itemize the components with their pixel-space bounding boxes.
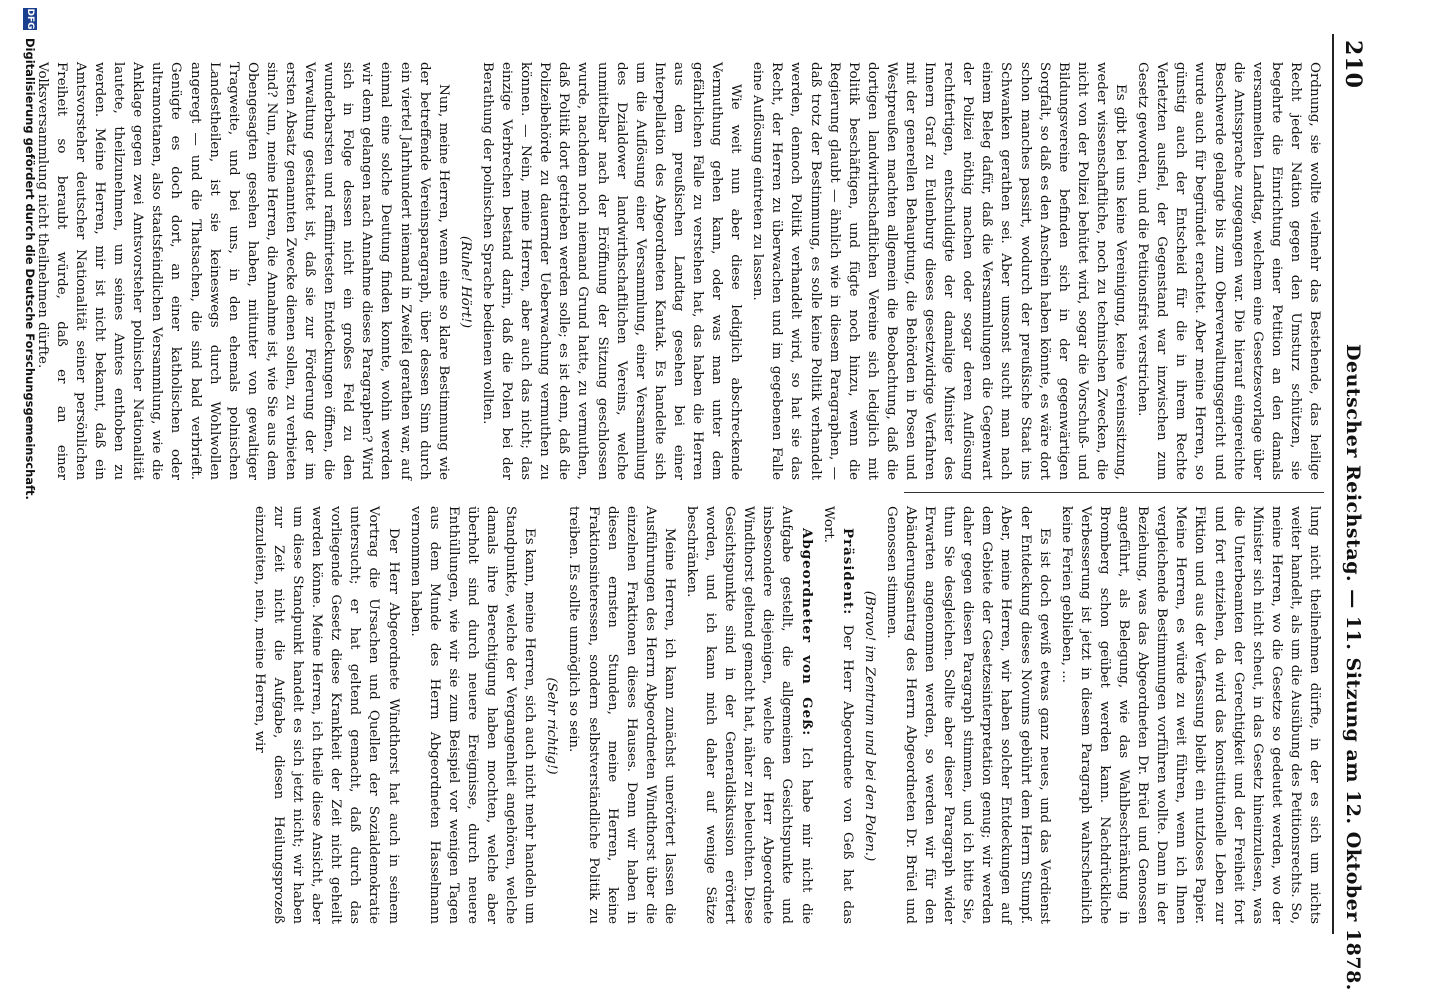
- right-paragraph-president: [819, 506, 857, 924]
- right-paragraph-6: Es kann, meine Herren, sich auch nicht mehr handeln um Standpunkte, welche der Vergangenheit angehören, welche damals ihre Berechtigung haben mochten, welche aber überholt sind durch neuere Ereignisse, durch neuere Enthüllungen, wie wir sie zum Beispiel vor wenigen Tagen aus dem Munde des Herrn Abgeordneten Hasselmann vernommen haben.: [407, 506, 538, 924]
- running-title: Deutscher Reichstag. — 11. Sitzung am 12. Oktober 1878.: [1342, 344, 1364, 991]
- speaker-von-gess: Abgeordneter von Geß:: [798, 528, 815, 737]
- left-paragraph-3: Wie weit nun aber diese lediglich abschreckende Vermuthung gehen kann, oder was man unter dem gefährlichen Falle zu verstehen hat, das haben die Herren aus dem preußischen Landtag gesehen bei einer Interpellation des Abgeordneten Kantak. Es handelte sich um die Auflösung einer Versammlung, einer Versammlung des Dzialdower landwirthschaftlichen Vereins, welche unmittelbar nach der Eröffnung der Sitzung geschlossen wurde, nachdem noch niemand Grund hatte, zu vermuthen, daß Politik dort getrieben werden solle; es ist denn, daß die Polizeibehörde zu dauernder Ueberwachung vermuthen zu können. — Nein, meine Herren, aber auch das nicht; das einzige Verbrechen bestand darin, daß die Polen bei der Berathung der polnischen Sprache bedienen wollten.: [479, 62, 744, 480]
- speaker-president: Präsident:: [839, 528, 856, 616]
- right-paragraph-1: lung nicht theilnehmen dürfte, in der es sich um nichts weiter handelt, als um die Ausübung des Petitionsrechts. So, meine Herren, wo die Gesetze so gedeutet werden, wo der Minister sich nicht scheut, in das Gesetz hineinzulesen, was die Unterbeamten der Gerechtigkeit und der Freiheit fort und fort entziehen, da wird das konstitutionelle Leben zur Fiktion und aus der Verfassung bleibt ein nutzloses Papier. Meine Herren, es würde zu weit führen, wenn ich Ihnen vergleichende Bestimmungen vorführen wollte. Dann in der Beziehung, was das Abgeordneten Dr. Brüel und Genossen angeführt, als Belegung, wie das Wahlbeschränkung in Bromberg schon geübet werden kann. Nachdrückliche Verbesserung ist jetzt in diesem Paragraph wahrscheinlich keine Ferien geblieben, ...: [1058, 506, 1322, 924]
- right-text-column: [251, 506, 1324, 924]
- column-divider: [904, 492, 1324, 493]
- gess-speech: Ich habe mir nicht die Aufgabe gestellt, die allgemeinen Gesichtspunkte und insbesondere diejenigen, welche der Herr Abgeordnete Windthorst geltend gemacht hat, näher zu beleuchten. Diese Gesichtspunkte sind in der Generaldiskussion erörtert worden, und ich kann mich daher auf wenige Sätze beschränken.: [684, 506, 814, 924]
- president-speech: Der Herr Abgeordnete von Geß hat das Wort.: [820, 506, 855, 924]
- left-paragraph-1: Ordnung, sie wollte vielmehr das Bestehende, das heilige Recht jeder Nation gegen den Umsturz schützen, sie begehrte die Einrichtung einer Petition an den damals versammelten Landtag, welchem eine Gesetzesvorlage über die Amtssprache zugegangen war. Die hierauf eingereichte Beschwerde gelangte bis zum Oberverwaltungsgericht und wurde auch für begründet erachtet. Aber meine Herren, so günstig auch der Entscheid für die in ihrem Rechte Verletzten ausfiel, der Gegenstand war inzwischen zum Gesetz geworden, und die Petitionsfrist verstrichen.: [1135, 62, 1322, 480]
- page-header: [1332, 34, 1370, 991]
- left-paragraph-2: Es gibt bei uns keine Vereinigung, keine Vereinssitzung, weder wissenschaftliche, noch zu technischen Zwecken, die nicht von der Polizei behütet wird, sogar die Vorschuß- und Bildungsvereine befinden sich in der gegenwärtigen Sorgfalt, so daß es den Anschein haben könnte, es wäre dort schon manches passirt, wodurch der preußische Staat ins Schwanken gerathen sei. Aber umsonst sucht man nach einem Beleg dafür, daß die Versammlungen die Gegenwart der Polizei nöthig machen oder sogar deren Auflösung rechtfertigen, entschuldigte der damalige Minister des Innern Graf zu Eulenburg dieses gesetzwidrige Verfahren mit der generellen Behauptung, die Behörden in Posen und Westpreußen machten allgemein die Beobachtung, daß die dortigen landwirthschaftlichen Vereine sich lediglich mit Politik beschäftigen, und fügte noch hinzu, wenn die Regierung glaubt — ähnlich wie in diesem Paragraphen, — daß trotz der Bestimmung, es solle keine Politik verhandelt werden, dennoch Politik verhandelt wird, so hat sie das Recht, der Herren zu überwachen und im gegebenen Falle eine Auflösung eintreten zu lassen.: [750, 62, 1129, 480]
- dfg-logo: DFG: [25, 8, 35, 30]
- page-number: 210: [1340, 40, 1366, 89]
- right-interjection-2: (Sehr richtig!): [544, 677, 560, 775]
- right-paragraph-5: Meine Herren, ich kann zunächst unerörtert lassen die Ausführungen des Herrn Abgeordneten Windthorst über die einzelnen Fraktionen dieses Hauses. Denn wir haben in diesen ernsten Stunden, meine Herren, keine Fraktionsinteressen, sondern selbstverständliche Politik zu treiben. Es sollte unmöglich so sein.: [566, 506, 677, 924]
- left-paragraph-4: Nun, meine Herren, wenn eine so klare Bestimmung wie der betreffende Vereinsparagraph, über dessen Sinn durch ein viertel Jahrhundert niemand in Zweifel gerathen war, auf einmal eine solche Deutung finden konnte, wohin werden wir denn gelangen nach Annahme dieses Paragraphen? Wird sich in Folge dessen nicht ein großes Feld zu den wunderbarsten und raffinirtesten Entdeckungen öffnen, die Verwaltung gestattet ist, daß sie zur Förderung der im ersten Absatz genannten Zwecke dienen sollen, zu verbieten sind? Nun, meine Herren, die Annahme ist, wie Sie aus dem Obengesagten gesehen haben, mitunter von gewaltiger Tragweite, und bei uns, in den ehemals polnischen Landestheilen, ist sie keineswegs durch Wohlwollen angeregt — und die Thatsachen, die sind bald verbrieft. Genügte es doch dort, an einer katholischen oder ultramontanen, also staatsfeindlichen Versammlung, wie die Anklage gegen zwei Amtsvorsteher polnischer Nationalität lautete, theilzunehmen, um seines Amtes enthoben zu werden. Meine Herren, mir ist nicht bekannt, daß ein Amtsvorsteher deutscher Nationalität seiner persönlichen Freiheit so beraubt würde, daß er an einer Volksversammlung nicht theilnehmen dürfte.: [34, 62, 451, 480]
- right-paragraph-gess: [682, 506, 816, 924]
- left-text-column: [34, 62, 1324, 480]
- right-interjection-1: (Bravo! im Zentrum und bei den Polen.): [861, 590, 877, 862]
- digitization-credit: [17, 8, 37, 998]
- digitization-credit-text: Digitalisierung gefördert durch die Deutsche Forschungsgemeinschaft.: [23, 38, 37, 500]
- left-interjection: (Ruhe! Hört!): [457, 235, 473, 329]
- right-paragraph-2: Es ist doch gewiß etwas ganz neues, und das Verdienst der Entdeckung dieses Novums gebührt dem Herrn Stumpf. Aber, meine Herren, wir haben solcher Entdeckungen auf dem Gebiete der Gesetzesinterpretation genug; wir werden daher gegen diesen Paragraph stimmen, und ich bitte Sie, thun Sie desgleichen. Sollte aber dieser Paragraph wider Erwarten angenommen werden, so werden wir für den Abänderungsantrag des Herrn Abgeordneten Dr. Brüel und Genossen stimmen.: [883, 506, 1052, 924]
- right-paragraph-7: Der Herr Abgeordnete Windthorst hat auch in seinem Vortrag die Ursachen und Quellen der Sozialdemokratie untersucht; er hat geltend gemacht, daß durch das vorliegende Gesetz diese Krankheit der Zeit nicht geheilt werden könne. Meine Herren, ich theile diese Ansicht, aber um diese Standpunkt handelt es sich jetzt nicht; wir haben zur Zeit nicht die Aufgabe, diesen Heilungsprozeß einzuleiten, nein, meine Herren, wir: [251, 506, 401, 924]
